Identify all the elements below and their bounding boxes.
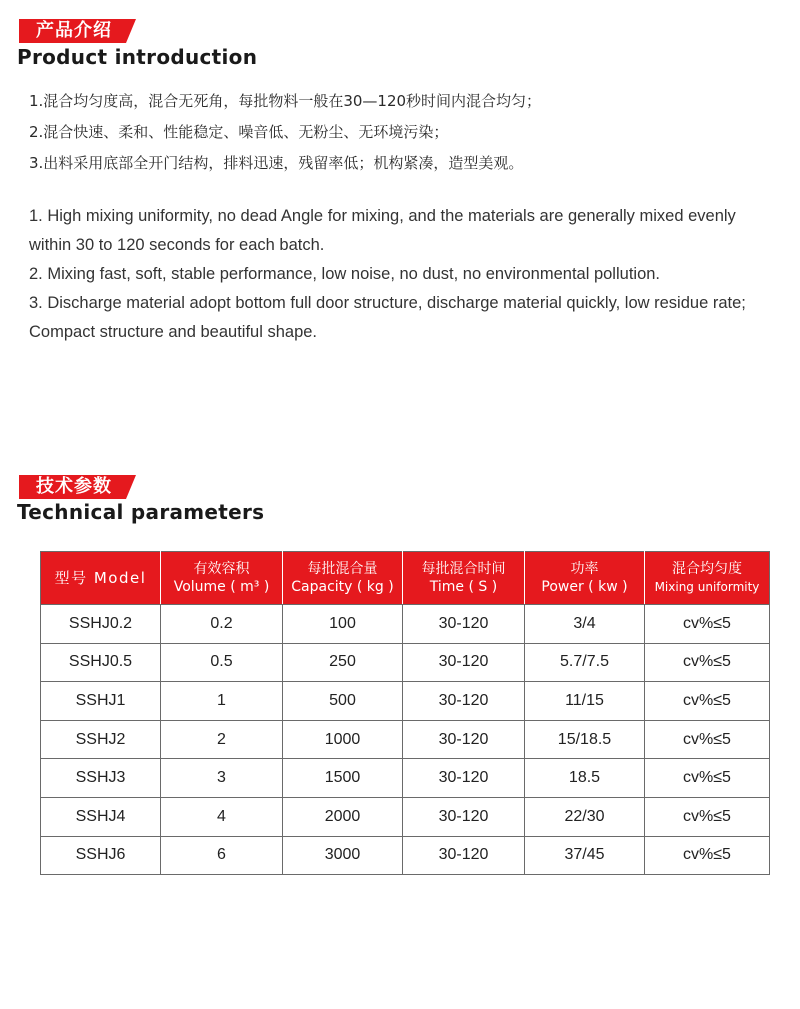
header-capacity: 每批混合量 Capacity ( kg ): [283, 552, 403, 605]
header-model: 型号 Model: [41, 552, 161, 605]
intro-en-point: 1. High mixing uniformity, no dead Angle for mixing, and the materials are generally mixed evenly within 30 to 120 seconds for each batch.: [29, 207, 736, 254]
cell-volume: 6: [161, 836, 283, 875]
cell-power: 22/30: [525, 797, 645, 836]
table-row: [41, 643, 770, 682]
table-row: [41, 720, 770, 759]
cell-volume: 3: [161, 759, 283, 798]
cell-capacity: 1000: [283, 720, 403, 759]
cell-model: SSHJ2: [41, 720, 161, 759]
cell-volume: 4: [161, 797, 283, 836]
cell-volume: 2: [161, 720, 283, 759]
cell-time: 30-120: [403, 682, 525, 721]
cell-uniformity: cv%≤5: [645, 720, 770, 759]
params-section-title: Technical parameters: [17, 500, 265, 524]
intro-en-block: [29, 202, 779, 347]
cell-power: 18.5: [525, 759, 645, 798]
cell-power: 37/45: [525, 836, 645, 875]
cell-capacity: 500: [283, 682, 403, 721]
cell-model: SSHJ0.5: [41, 643, 161, 682]
cell-time: 30-120: [403, 643, 525, 682]
cell-uniformity: cv%≤5: [645, 797, 770, 836]
cell-capacity: 100: [283, 605, 403, 644]
cell-power: 15/18.5: [525, 720, 645, 759]
cell-power: 3/4: [525, 605, 645, 644]
header-power: 功率 Power ( kw ): [525, 552, 645, 605]
intro-section-tag: 产品介绍: [19, 19, 126, 43]
cell-capacity: 1500: [283, 759, 403, 798]
intro-section-title: Product introduction: [17, 45, 258, 69]
intro-cn-point: 3.出料采用底部全开门结构，排料迅速，残留率低；机构紧凑，造型美观。: [29, 154, 524, 172]
cell-power: 5.7/7.5: [525, 643, 645, 682]
params-section-tag: 技术参数: [19, 475, 126, 499]
cell-time: 30-120: [403, 720, 525, 759]
table-header-row: [41, 552, 770, 605]
cell-time: 30-120: [403, 836, 525, 875]
intro-cn-point: 1.混合均匀度高，混合无死角，每批物料一般在30—120秒时间内混合均匀；: [29, 92, 542, 110]
cell-capacity: 3000: [283, 836, 403, 875]
cell-model: SSHJ0.2: [41, 605, 161, 644]
cell-power: 11/15: [525, 682, 645, 721]
table-row: [41, 759, 770, 798]
intro-cn-point: 2.混合快速、柔和、性能稳定、噪音低、无粉尘、无环境污染；: [29, 123, 449, 141]
cell-volume: 0.5: [161, 643, 283, 682]
cell-time: 30-120: [403, 759, 525, 798]
cell-volume: 1: [161, 682, 283, 721]
table-row: [41, 836, 770, 875]
table-row: [41, 682, 770, 721]
cell-model: SSHJ3: [41, 759, 161, 798]
cell-uniformity: cv%≤5: [645, 643, 770, 682]
cell-model: SSHJ4: [41, 797, 161, 836]
cell-model: SSHJ1: [41, 682, 161, 721]
cell-capacity: 250: [283, 643, 403, 682]
cell-uniformity: cv%≤5: [645, 759, 770, 798]
cell-time: 30-120: [403, 797, 525, 836]
cell-model: SSHJ6: [41, 836, 161, 875]
header-uniformity: 混合均匀度 Mixing uniformity: [645, 552, 770, 605]
table-row: [41, 797, 770, 836]
header-time: 每批混合时间 Time ( S ): [403, 552, 525, 605]
cell-capacity: 2000: [283, 797, 403, 836]
technical-parameters-table: [40, 551, 770, 875]
cell-time: 30-120: [403, 605, 525, 644]
cell-uniformity: cv%≤5: [645, 605, 770, 644]
cell-uniformity: cv%≤5: [645, 682, 770, 721]
cell-uniformity: cv%≤5: [645, 836, 770, 875]
intro-cn-list: [29, 88, 541, 181]
intro-en-point: 2. Mixing fast, soft, stable performance, low noise, no dust, no environmental pollution.: [29, 265, 661, 283]
table-row: [41, 605, 770, 644]
header-volume: 有效容积 Volume ( m³ ): [161, 552, 283, 605]
intro-en-point: 3. Discharge material adopt bottom full door structure, discharge material quickly, low residue rate; Compact structure and beautiful shape.: [29, 294, 746, 341]
cell-volume: 0.2: [161, 605, 283, 644]
